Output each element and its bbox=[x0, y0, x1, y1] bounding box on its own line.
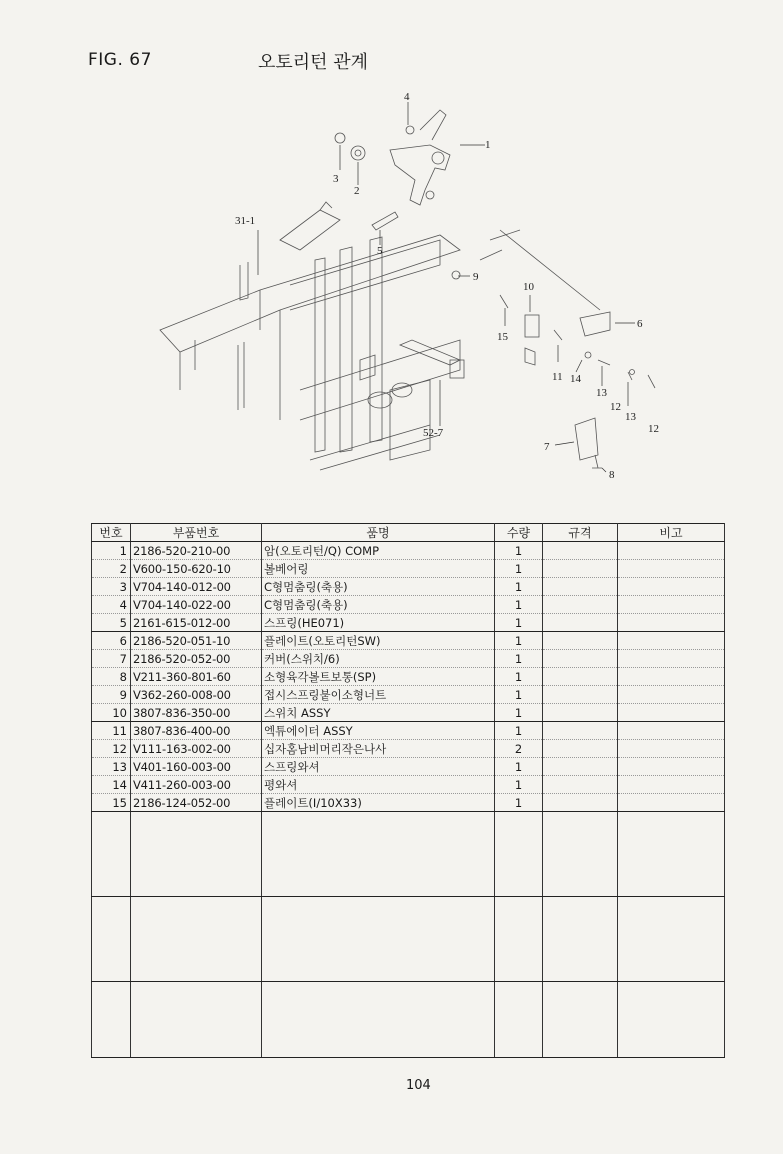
blank-cell bbox=[543, 981, 618, 1057]
row-spec bbox=[543, 578, 618, 596]
row-spec bbox=[543, 704, 618, 722]
row-name: 암(오토리턴/Q) COMP bbox=[262, 542, 495, 560]
table-header-row bbox=[92, 524, 725, 542]
blank-cell bbox=[495, 981, 543, 1057]
row-qty: 1 bbox=[495, 596, 543, 614]
row-spec bbox=[543, 560, 618, 578]
table-blank-row bbox=[92, 812, 725, 897]
callout-leaders bbox=[258, 102, 635, 472]
table-blank-row bbox=[92, 981, 725, 1057]
callout-14: 14 bbox=[570, 373, 581, 385]
row-name: 플레이트(I/10X33) bbox=[262, 794, 495, 812]
callout-2: 2 bbox=[354, 185, 360, 197]
row-name: 엑튜에이터 ASSY bbox=[262, 722, 495, 740]
table-row bbox=[92, 758, 725, 776]
row-spec bbox=[543, 776, 618, 794]
row-qty: 1 bbox=[495, 560, 543, 578]
row-no: 6 bbox=[92, 632, 131, 650]
callout-10: 10 bbox=[523, 281, 534, 293]
row-remark bbox=[618, 704, 725, 722]
row-spec bbox=[543, 686, 618, 704]
row-part-no: 2186-520-051-10 bbox=[131, 632, 262, 650]
table-row bbox=[92, 560, 725, 578]
row-no: 12 bbox=[92, 740, 131, 758]
col-header-spec: 규격 bbox=[543, 524, 618, 542]
row-qty: 1 bbox=[495, 722, 543, 740]
blank-cell bbox=[131, 896, 262, 981]
row-remark bbox=[618, 794, 725, 812]
col-header-no: 번호 bbox=[92, 524, 131, 542]
row-name: C형멈춤링(축용) bbox=[262, 578, 495, 596]
row-name: 접시스프링붙이소형너트 bbox=[262, 686, 495, 704]
row-remark bbox=[618, 776, 725, 794]
row-part-no: V704-140-012-00 bbox=[131, 578, 262, 596]
blank-cell bbox=[495, 812, 543, 897]
row-spec bbox=[543, 722, 618, 740]
table-row bbox=[92, 596, 725, 614]
blank-cell bbox=[262, 896, 495, 981]
row-part-no: V600-150-620-10 bbox=[131, 560, 262, 578]
row-remark bbox=[618, 722, 725, 740]
callout-3: 3 bbox=[333, 173, 339, 185]
callout-5: 5 bbox=[377, 245, 383, 257]
row-spec bbox=[543, 794, 618, 812]
row-no: 7 bbox=[92, 650, 131, 668]
blank-cell bbox=[618, 812, 725, 897]
blank-cell bbox=[495, 896, 543, 981]
callout-7: 7 bbox=[544, 441, 550, 453]
row-name: 소형육각볼트보통(SP) bbox=[262, 668, 495, 686]
row-part-no: 2161-615-012-00 bbox=[131, 614, 262, 632]
row-part-no: V704-140-022-00 bbox=[131, 596, 262, 614]
row-qty: 1 bbox=[495, 650, 543, 668]
row-no: 4 bbox=[92, 596, 131, 614]
row-remark bbox=[618, 560, 725, 578]
page-number: 104 bbox=[406, 1078, 431, 1093]
row-spec bbox=[543, 596, 618, 614]
row-name: 평와셔 bbox=[262, 776, 495, 794]
row-part-no: 2186-520-052-00 bbox=[131, 650, 262, 668]
row-part-no: V411-260-003-00 bbox=[131, 776, 262, 794]
row-name: 십자홈남비머리작은나사 bbox=[262, 740, 495, 758]
figure-title: 오토리턴 관계 bbox=[258, 52, 369, 73]
row-spec bbox=[543, 650, 618, 668]
row-qty: 1 bbox=[495, 704, 543, 722]
blank-cell bbox=[92, 981, 131, 1057]
blank-cell bbox=[131, 981, 262, 1057]
row-no: 15 bbox=[92, 794, 131, 812]
table-row bbox=[92, 668, 725, 686]
row-no: 8 bbox=[92, 668, 131, 686]
row-name: 커버(스위치/6) bbox=[262, 650, 495, 668]
table-row bbox=[92, 686, 725, 704]
callout-13-b: 13 bbox=[625, 411, 636, 423]
table-row bbox=[92, 776, 725, 794]
callout-11: 11 bbox=[552, 371, 563, 383]
col-header-remark: 비고 bbox=[618, 524, 725, 542]
table-row bbox=[92, 542, 725, 560]
row-qty: 1 bbox=[495, 776, 543, 794]
row-no: 1 bbox=[92, 542, 131, 560]
row-no: 11 bbox=[92, 722, 131, 740]
row-remark bbox=[618, 758, 725, 776]
callout-31-1: 31-1 bbox=[235, 215, 256, 227]
row-part-no: 3807-836-350-00 bbox=[131, 704, 262, 722]
row-no: 14 bbox=[92, 776, 131, 794]
table-row bbox=[92, 704, 725, 722]
row-qty: 1 bbox=[495, 794, 543, 812]
row-part-no: V211-360-801-60 bbox=[131, 668, 262, 686]
row-name: 플레이트(오토리턴SW) bbox=[262, 632, 495, 650]
row-qty: 1 bbox=[495, 578, 543, 596]
callout-12-b: 12 bbox=[648, 423, 659, 435]
table-row bbox=[92, 650, 725, 668]
callout-6: 6 bbox=[637, 318, 643, 330]
row-name: C형멈춤링(축용) bbox=[262, 596, 495, 614]
col-header-part-no: 부품번호 bbox=[131, 524, 262, 542]
blank-cell bbox=[262, 981, 495, 1057]
exploded-parts-diagram bbox=[140, 90, 680, 490]
callout-8: 8 bbox=[609, 469, 615, 481]
row-spec bbox=[543, 632, 618, 650]
parts-table bbox=[91, 523, 725, 1058]
row-no: 13 bbox=[92, 758, 131, 776]
row-part-no: V401-160-003-00 bbox=[131, 758, 262, 776]
row-qty: 2 bbox=[495, 740, 543, 758]
blank-cell bbox=[543, 896, 618, 981]
callout-9: 9 bbox=[473, 271, 479, 283]
row-name: 볼베어링 bbox=[262, 560, 495, 578]
row-no: 10 bbox=[92, 704, 131, 722]
row-remark bbox=[618, 668, 725, 686]
row-part-no: V111-163-002-00 bbox=[131, 740, 262, 758]
row-remark bbox=[618, 740, 725, 758]
table-row bbox=[92, 722, 725, 740]
row-no: 3 bbox=[92, 578, 131, 596]
callout-12-a: 12 bbox=[610, 401, 621, 413]
row-remark bbox=[618, 686, 725, 704]
row-no: 9 bbox=[92, 686, 131, 704]
row-remark bbox=[618, 578, 725, 596]
row-qty: 1 bbox=[495, 668, 543, 686]
table-row bbox=[92, 794, 725, 812]
blank-cell bbox=[262, 812, 495, 897]
figure-label: FIG. 67 bbox=[88, 50, 152, 70]
table-row bbox=[92, 632, 725, 650]
blank-cell bbox=[618, 896, 725, 981]
row-remark bbox=[618, 650, 725, 668]
row-spec bbox=[543, 542, 618, 560]
row-remark bbox=[618, 542, 725, 560]
row-no: 2 bbox=[92, 560, 131, 578]
row-name: 스위치 ASSY bbox=[262, 704, 495, 722]
row-spec bbox=[543, 740, 618, 758]
blank-cell bbox=[131, 812, 262, 897]
callout-1: 1 bbox=[485, 139, 491, 151]
table-row bbox=[92, 614, 725, 632]
table-blank-row bbox=[92, 896, 725, 981]
row-qty: 1 bbox=[495, 632, 543, 650]
callout-13-a: 13 bbox=[596, 387, 607, 399]
row-qty: 1 bbox=[495, 758, 543, 776]
row-part-no: 2186-124-052-00 bbox=[131, 794, 262, 812]
row-remark bbox=[618, 596, 725, 614]
row-qty: 1 bbox=[495, 686, 543, 704]
callout-15: 15 bbox=[497, 331, 508, 343]
row-name: 스프링와셔 bbox=[262, 758, 495, 776]
blank-cell bbox=[92, 896, 131, 981]
col-header-qty: 수량 bbox=[495, 524, 543, 542]
table-row bbox=[92, 578, 725, 596]
row-qty: 1 bbox=[495, 614, 543, 632]
col-header-name: 품명 bbox=[262, 524, 495, 542]
callout-4: 4 bbox=[404, 91, 410, 103]
table-row bbox=[92, 740, 725, 758]
row-part-no: V362-260-008-00 bbox=[131, 686, 262, 704]
row-spec bbox=[543, 758, 618, 776]
blank-cell bbox=[543, 812, 618, 897]
row-spec bbox=[543, 668, 618, 686]
row-remark bbox=[618, 614, 725, 632]
row-qty: 1 bbox=[495, 542, 543, 560]
blank-cell bbox=[92, 812, 131, 897]
blank-cell bbox=[618, 981, 725, 1057]
row-part-no: 2186-520-210-00 bbox=[131, 542, 262, 560]
row-name: 스프링(HE071) bbox=[262, 614, 495, 632]
callout-52-7: 52-7 bbox=[423, 427, 444, 439]
row-spec bbox=[543, 614, 618, 632]
row-remark bbox=[618, 632, 725, 650]
row-no: 5 bbox=[92, 614, 131, 632]
row-part-no: 3807-836-400-00 bbox=[131, 722, 262, 740]
machine-frame-drawing bbox=[160, 110, 655, 470]
